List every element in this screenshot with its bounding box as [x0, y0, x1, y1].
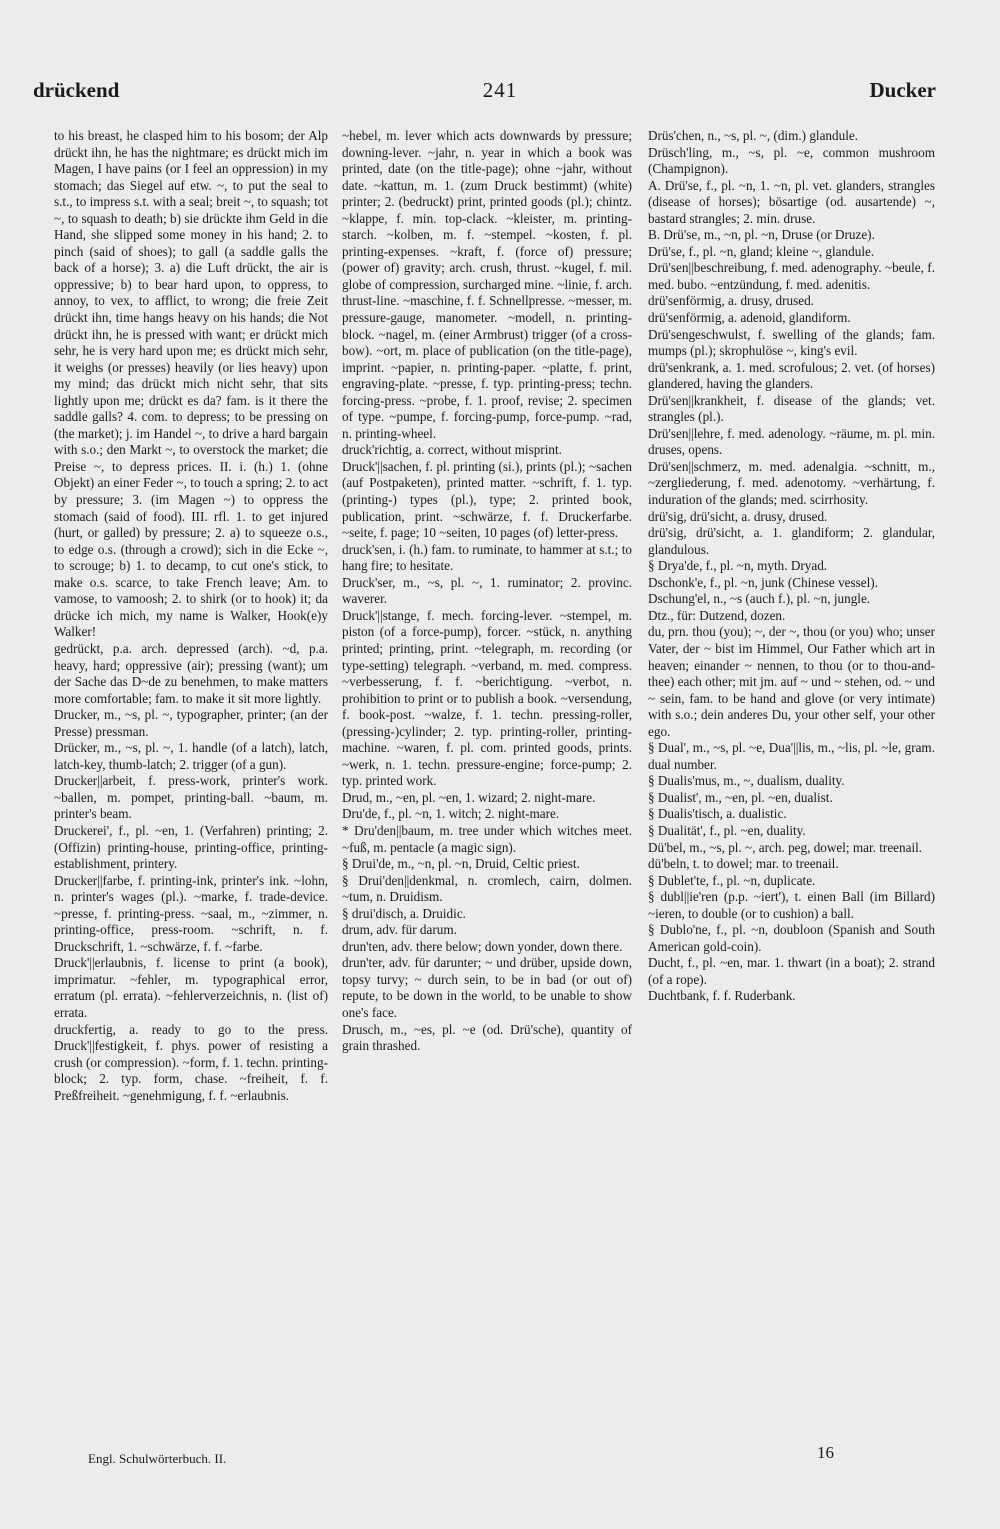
dictionary-entry: Drucker||arbeit, f. press-work, printer's work. ~ballen, m. pompet, printing-ball. ~baum, m. printer's beam.	[54, 773, 328, 822]
dictionary-entry: § Dualis'mus, m., ~, dualism, duality.	[648, 773, 845, 789]
dictionary-entry: Druck'||stange, f. mech. forcing-lever. ~stempel, m. piston (of a force-pump), forcer. ~stück, n. anything printed; printing, print. ~telegraph, m. recording (or type-setting) telegraph. ~verband, m. med. compress. ~verbesserung, f. f. ~berichtigung. ~verbot, n. prohibition to print or to publish a book. ~versendung, f. book-post. ~walze, f. 1. techn. pressing-roller, (pressing-)cylinder; 2. typ. printing-roller, printing-machine. ~waren, f. pl. com. printed goods, prints. ~werk, n. 1. techn. pressure-engine; force-pump; 2. typ. printed work.	[342, 607, 632, 789]
column-1	[54, 128, 328, 1104]
dictionary-entry: B. Drü'se, m., ~n, pl. ~n, Druse (or Druze).	[648, 227, 875, 243]
dictionary-entry: § Dualis'tisch, a. dualistic.	[648, 806, 787, 822]
dictionary-entry: Duchtbank, f. f. Ruderbank.	[648, 988, 796, 1004]
dictionary-entry: Drucker||farbe, f. printing-ink, printer's ink. ~lohn, n. printer's wages (pl.). ~marke, f. trade-device. ~presse, f. printing-press. ~saal, m., ~zimmer, n. printing-office, press-room. ~schrift, n. f. Druckschrift, 1. ~schwärze, f. f. ~farbe.	[54, 872, 328, 954]
dictionary-entry: druck'sen, i. (h.) fam. to ruminate, to hammer at s.t.; to hang fire; to hesitate.	[342, 541, 632, 574]
dictionary-entry: § Drui'de, m., ~n, pl. ~n, Druid, Celtic priest.	[342, 856, 580, 872]
dictionary-entry: Drücker, m., ~s, pl. ~, 1. handle (of a latch), latch, latch-key, thumb-latch; 2. trigger (of a gun).	[54, 740, 328, 772]
dictionary-entry: § Dual', m., ~s, pl. ~e, Dua'||lis, m., ~lis, pl. ~le, gram. dual number.	[648, 740, 935, 772]
dictionary-entry: gedrückt, p.a. arch. depressed (arch). ~d, p.a. heavy, hard; oppressive (air); pressing (want); um der Sache das D~de zu benehmen, to make matters more comfortable; fam. to make it sit more lightly.	[54, 640, 328, 706]
dictionary-entry: § Dublet'te, f., pl. ~n, duplicate.	[648, 872, 816, 888]
dictionary-entry: Druck'||sachen, f. pl. printing (si.), prints (pl.); ~sachen (auf Postpaketen), printed matter. ~schrift, f. 1. typ. (printing-) types (pl.), type; 2. printed book, publication, print. ~schwärze, f. f. Druckerfarbe. ~seite, f. page; 10 ~seiten, 10 pages (of) letter-press.	[342, 458, 632, 541]
dictionary-entry: Drud, m., ~en, pl. ~en, 1. wizard; 2. night-mare.	[342, 789, 596, 805]
dictionary-entry: ~hebel, m. lever which acts downwards by pressure; downing-lever. ~jahr, n. year in which a book was printed, date (on the title-page); ohne ~jahr, without date. ~kattun, m. 1. (zum Druck bestimmt) (white) printer; 2. (bedruckt) print, printed goods (pl.); chintz. ~klappe, f. min. top-clack. ~kleister, m. printing-starch. ~kolben, m. f. ~stempel. ~kosten, f. pl. printing-expenses. ~kraft, f. (force of) pressure; (power of) gravity; arch. crush, thrust. ~kugel, f. mil. globe of compression, surcharged mine. ~linie, f. arch. thrust-line. ~maschine, f. f. Schnellpresse. ~messer, m. pressure-gauge, manometer. ~modell, n. printing-block. ~nagel, m. (einer Armbrust) trigger (of a cross-bow). ~ort, m. place of publication (on the title-page), imprint. ~papier, n. printing-paper. ~platte, f. print, engraving-plate. ~presse, f. typ. printing-press; techn. forcing-press. ~probe, f. 1. proof, revise; 2. specimen of type. ~pumpe, f. forcing-pump, force-pump. ~rad, n. printing-wheel.	[342, 128, 632, 441]
dictionary-entry: Druckerei', f., pl. ~en, 1. (Verfahren) printing; 2. (Offizin) printing-house, printing-office, printing-establishment, printery.	[54, 822, 328, 872]
dictionary-entry: § Drya'de, f., pl. ~n, myth. Dryad.	[648, 558, 828, 574]
dictionary-entry: § Drui'den||denkmal, n. cromlech, cairn, dolmen. ~tum, n. Druidism.	[342, 872, 632, 905]
dictionary-entry: drü'sig, drü'sicht, a. 1. glandiform; 2. glandular, glandulous.	[648, 525, 935, 557]
dictionary-entry: Dü'bel, m., ~s, pl. ~, arch. peg, dowel; mar. treenail.	[648, 839, 923, 855]
running-head-first-word: drückend	[33, 78, 120, 102]
dictionary-entry: Dtz., für: Dutzend, dozen.	[648, 607, 786, 623]
dictionary-entry: Ducht, f., pl. ~en, mar. 1. thwart (in a boat); 2. strand (of a rope).	[648, 955, 935, 987]
dictionary-entry: Drü'sengeschwulst, f. swelling of the glands; fam. mumps (pl.); skrophulöse ~, king's evil.	[648, 326, 935, 359]
dictionary-entry: drü'senkrank, a. 1. med. scrofulous; 2. vet. (of horses) glandered, having the glanders.	[648, 359, 935, 392]
dictionary-entry: A. Drü'se, f., pl. ~n, 1. ~n, pl. vet. glanders, strangles (disease of horses); bösartige (od. ausartende) ~, bastard strangles; 2. min. druse.	[648, 177, 935, 226]
signature-mark: 16	[817, 1443, 834, 1462]
dictionary-entry: Drüs'chen, n., ~s, pl. ~, (dim.) glandule.	[648, 128, 859, 143]
dictionary-entry: Drüsch'ling, m., ~s, pl. ~e, common mushroom (Champignon).	[648, 144, 935, 177]
dictionary-entry: § Dualität', f., pl. ~en, duality.	[648, 822, 806, 838]
dictionary-entry: § Dublo'ne, f., pl. ~n, doubloon (Spanish and South American gold-coin).	[648, 922, 935, 954]
dictionary-entry: drum, adv. für darum.	[342, 922, 457, 938]
dictionary-entry: drun'ter, adv. für darunter; ~ und drüber, upside down, topsy turvy; ~ durch sein, to be in bad (or out of) repute, to be down in the world, to be unable to show one's face.	[342, 955, 632, 1020]
dictionary-entry: Dru'de, f., pl. ~n, 1. witch; 2. night-mare.	[342, 806, 560, 822]
dictionary-entry: to his breast, he clasped him to his bosom; der Alp drückt ihn, he has the nightmare; es drückt mich im Magen, I have pains (or I feel an oppression) in my stomach; das Siegel auf etw. ~, to put the seal to s.t., to impress s.t. with a seal; breit ~, to squash; tot ~, to squash to death; b) sie drückte ihm Geld in die Hand, she slipped some money in his hand; 2. to pinch (said of shoes); to gall (a saddle galls the back of a horse); 3. a) die Luft drückt, the air is oppressive; b) to bear hard upon, to oppress, to annoy, to vex, to afflict, to wrong; die freie Zeit drückt ihn, time hangs heavy on his hands; die Not drückt ihn, he is pressed with want; er drückt mich sehr, he is very hard upon me; es drückt mich sehr, it weighs (or presses) heavily (or lies heavy) upon my mind; das drückt mich nicht sehr, that sits lightly upon me; drückt es da? fam. is it there the saddle galls? 4. com. to depress; to be pressing on (the market); j. im Handel ~, to drive a hard bargain with s.o.; den Markt ~, to overstock the market; die Preise ~, to depress prices. II. i. (h.) 1. (ohne Objekt) an einer Feder ~, to touch a spring; 2. to act by pressure; 3. (im Magen ~) to oppress the stomach (said of food). III. rfl. 1. to get injured (hurt, or galled) by pressure; 2. a) to squeeze o.s., to edge o.s. (through a crowd); sich in die Ecke ~, to scrouge; b) 1. to decamp, to cut one's stick, to make o.s. scarce, to take French leave; Am. to vamose, to vamoosh; 2. to shirk (or to hook) it; da drücke ich mich, my name is Walker, Hook(e)y Walker!	[54, 128, 328, 640]
page-number: 241	[482, 78, 518, 102]
dictionary-entry: du, prn. thou (you); ~, der ~, thou (or you) who; unser Vater, der ~ bist im Himmel, Our Father which art in heaven; einander ~ nennen, to thou (or to thou-and-thee) each other; mit jm. auf ~ und ~ stehen, od. ~ und ~ sein, fam. to be hand and glove (or very intimate) with s.o.; dein anderes Du, your other self, your other ego.	[648, 624, 935, 739]
dictionary-entry: § dubl||ie'ren (p.p. ~iert'), t. einen Ball (im Billard) ~ieren, to double (or to cushion) a ball.	[648, 889, 935, 921]
column-2	[342, 128, 632, 1055]
footer-book-title: Engl. Schulwörterbuch. II.	[88, 1451, 227, 1466]
dictionary-entry: § drui'disch, a. Druidic.	[342, 905, 466, 921]
dictionary-entry: drü'senförmig, a. drusy, drused.	[648, 293, 814, 309]
dictionary-entry: Drü'sen||schmerz, m. med. adenalgia. ~schnitt, m., ~zergliederung, f. med. adenotomy. ~verhärtung, f. induration of the glands; med. scirrhosity.	[648, 458, 935, 508]
dictionary-entry: Drusch, m., ~es, pl. ~e (od. Drü'sche), quantity of grain thrashed.	[342, 1021, 632, 1054]
dictionary-entry: Druck'ser, m., ~s, pl. ~, 1. ruminator; 2. provinc. waverer.	[342, 574, 632, 607]
dictionary-entry: Drü'se, f., pl. ~n, gland; kleine ~, glandule.	[648, 243, 875, 259]
dictionary-entry: Drucker, m., ~s, pl. ~, typographer, printer; (an der Presse) pressman.	[54, 707, 328, 739]
dictionary-entry: Drü'sen||krankheit, f. disease of the glands; vet. strangles (pl.).	[648, 392, 935, 425]
dictionary-entry: drun'ten, adv. there below; down yonder, down there.	[342, 938, 623, 954]
dictionary-entry: Drü'sen||beschreibung, f. med. adenography. ~beule, f. med. bubo. ~entzündung, f. med. adenitis.	[648, 260, 935, 292]
column-3	[648, 128, 935, 1005]
dictionary-entry: drü'senförmig, a. adenoid, glandiform.	[648, 310, 851, 326]
dictionary-entry: § Dualist', m., ~en, pl. ~en, dualist.	[648, 789, 833, 805]
running-head-last-word: Ducker	[869, 78, 936, 102]
dictionary-entry: Drü'sen||lehre, f. med. adenology. ~räume, m. pl. min. druses, opens.	[648, 425, 935, 458]
dictionary-entry: Druck'||erlaubnis, f. license to print (a book), imprimatur. ~fehler, m. typographical error, erratum (pl. errata). ~fehlerverzeichnis, n. (list of) errata.	[54, 955, 328, 1020]
dictionary-entry: Dschonk'e, f., pl. ~n, junk (Chinese vessel).	[648, 574, 878, 590]
dictionary-entry: Dschung'el, n., ~s (auch f.), pl. ~n, jungle.	[648, 591, 871, 607]
dictionary-entry: * Dru'den||baum, m. tree under which witches meet. ~fuß, m. pentacle (a magic sign).	[342, 822, 632, 855]
dictionary-entry: drü'sig, drü'sicht, a. drusy, drused.	[648, 508, 828, 524]
dictionary-entry: druckfertig, a. ready to go to the press. Druck'||festigkeit, f. phys. power of resisting a crush (or compression). ~form, f. 1. techn. printing-block; 2. typ. form, chase. ~freiheit, f. f. Preßfreiheit. ~genehmigung, f. f. ~erlaubnis.	[54, 1021, 328, 1103]
dictionary-entry: druck'richtig, a. correct, without misprint.	[342, 442, 562, 458]
dictionary-entry: dü'beln, t. to dowel; mar. to treenail.	[648, 856, 839, 872]
